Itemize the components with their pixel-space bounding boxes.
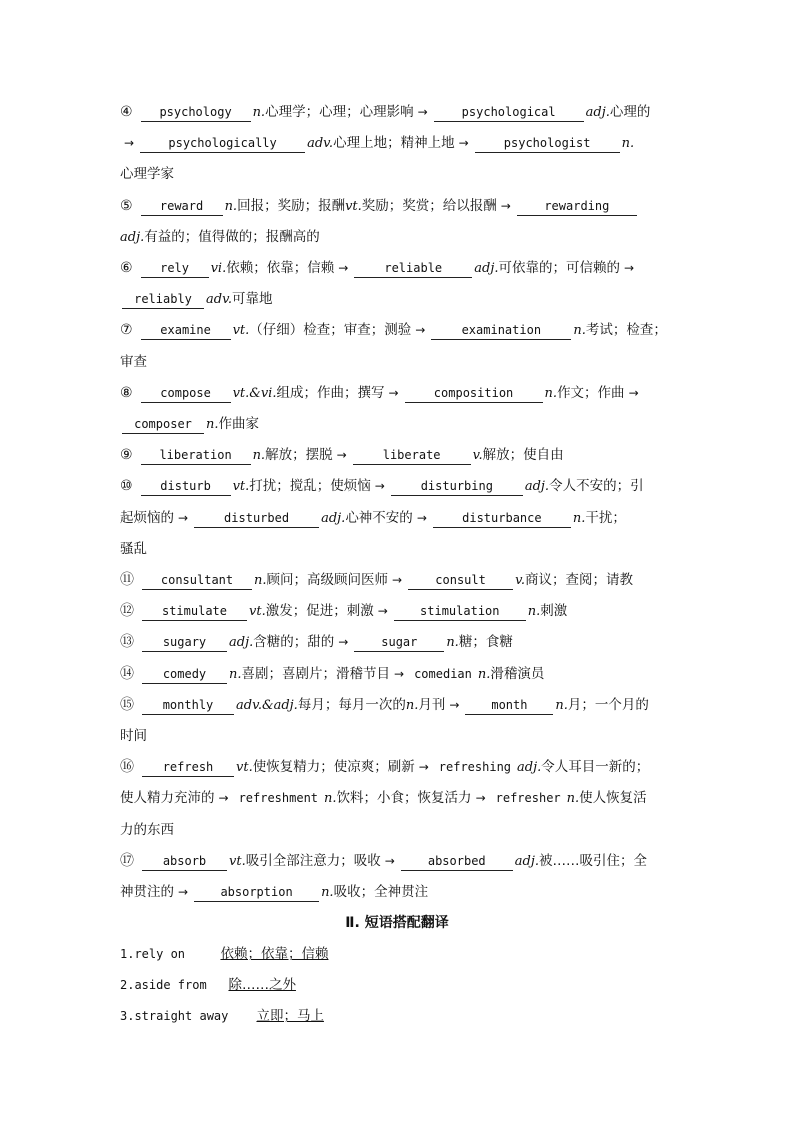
chinese-definition: 饮料；小食；恢复活力 [336,790,472,807]
chinese-definition: 心理的 [609,104,651,120]
part-of-speech: n. [477,666,491,682]
vocab-line [120,191,680,222]
phrase-text: 2.aside from [120,978,207,992]
chinese-definition: 商议；查阅；请教 [525,572,634,588]
answer-blank: disturbance [433,509,571,528]
part-of-speech: n. [206,417,219,432]
answer-blank: stimulation [394,602,526,621]
part-of-speech: vt.&vi. [232,385,277,401]
vocab-line [120,783,680,814]
arrow-icon: → [377,604,388,619]
chinese-definition: 可靠地 [232,291,273,308]
answer-blank: monthly [142,696,234,715]
part-of-speech: n. [544,385,558,401]
answer-blank: rewarding [517,197,637,216]
arrow-icon: → [458,136,469,151]
vocab-line [120,721,680,752]
chinese-definition: 刺激 [540,603,568,620]
answer-blank: composition [405,384,543,403]
vocab-line [120,128,680,159]
answer-blank: compose [141,384,231,403]
chinese-definition: 被……吸引住；全 [539,852,648,869]
answer-blank: disturbing [391,477,523,496]
chinese-definition: 月刊 [418,696,446,713]
vocab-line [120,690,680,721]
item-number: ⑮ [120,696,134,713]
part-of-speech: n. [573,323,586,339]
answer-blank: consultant [142,571,252,590]
answer-blank: psychologically [140,134,305,153]
chinese-definition: 令人耳目一新的； [541,759,650,776]
item-number: ④ [120,104,133,120]
answer-blank: consult [408,571,513,590]
answer-blank: stimulate [142,602,247,621]
word-form: refreshing [438,760,512,775]
answer-blank: examination [431,321,571,340]
chinese-definition: 打扰；搅乱；使烦恼 [249,478,371,495]
arrow-icon: → [178,510,189,525]
chinese-definition: 回报；奖励；报酬 [237,197,346,214]
answer-blank: reliable [354,259,472,278]
item-number: ⑯ [120,759,134,776]
phrase-item [120,1001,680,1032]
vocab-line [120,877,680,908]
chinese-definition: 顾问；高级顾问医师 [266,572,389,588]
part-of-speech: vt. [232,479,250,495]
vocab-line [120,347,680,378]
part-of-speech: n. [446,635,459,651]
answer-blank: psychological [434,103,584,122]
part-of-speech: adj. [120,229,145,245]
answer-blank: disturbed [194,509,319,528]
item-number: ⑤ [120,197,133,214]
item-number: ⑨ [120,447,133,464]
chinese-definition: 心理学；心理；心理影响 [265,104,414,120]
chinese-definition: 作曲家 [218,416,260,432]
chinese-definition: 令人不安的；引 [549,478,644,495]
part-of-speech: vt. [236,760,253,776]
word-form: comedian [414,666,472,681]
chinese-definition: 激发；促进；刺激 [265,603,374,620]
answer-blank: psychology [141,103,251,122]
answer-blank: psychologist [475,134,620,153]
part-of-speech: vi. [210,261,227,276]
vocab-line [120,596,680,627]
chinese-definition: 心理学家 [120,166,174,183]
answer-blank: refresh [142,758,234,777]
arrow-icon: → [124,136,135,151]
part-of-speech: adj. [585,105,610,120]
phrase-item [120,939,680,970]
chinese-definition: 心理上地；精神上地 [333,135,455,152]
part-of-speech: v. [515,573,526,588]
part-of-speech: adj. [321,510,346,526]
vocab-line [120,815,680,846]
chinese-definition: 作文；作曲 [557,384,625,401]
chinese-definition: 解放；摆脱 [265,447,333,464]
vocab-line [120,222,680,253]
arrow-icon: → [394,666,405,681]
vocab-line [120,659,680,690]
chinese-definition: 月；一个月的 [567,696,649,713]
item-number: ⑪ [120,572,134,588]
phrase-answer: 依赖；依靠；信赖 [220,946,329,962]
answer-blank: month [465,696,553,715]
item-number: ⑰ [120,852,134,869]
part-of-speech: n. [254,573,267,588]
arrow-icon: → [178,885,189,899]
chinese-definition: 时间 [120,728,147,744]
vocab-line [120,378,680,409]
chinese-definition: 考试；检查； [585,322,667,339]
vocab-line [120,253,680,284]
chinese-definition: 含糖的；甜的 [253,634,335,651]
arrow-icon: → [218,791,229,806]
chinese-definition: 起烦恼的 [120,509,174,526]
chinese-definition: 吸引全部注意力；吸收 [245,852,381,869]
item-number: ⑩ [120,478,133,495]
answer-blank: reliably [122,290,204,309]
chinese-definition: 干扰； [585,509,626,526]
vocab-line [120,159,680,190]
chinese-definition: 奖励；奖赏；给以报酬 [361,197,497,214]
arrow-icon: → [415,323,426,338]
vocab-line [120,534,680,565]
part-of-speech: adj. [524,479,550,495]
chinese-definition: 力的东西 [120,821,174,838]
arrow-icon: → [624,261,635,275]
arrow-icon: → [388,385,399,400]
chinese-definition: 使人精力充沛的 [120,790,215,807]
answer-blank: composer [122,415,204,434]
answer-blank: reward [141,197,223,216]
arrow-icon: → [392,573,403,587]
arrow-icon: → [628,385,639,400]
arrow-icon: → [475,791,486,806]
chinese-definition: 骚乱 [120,540,147,557]
part-of-speech: adj. [514,853,540,869]
part-of-speech: vt. [232,323,250,339]
chinese-definition: 审查 [120,353,147,370]
part-of-speech: n. [224,198,238,214]
chinese-definition: 使人恢复活 [579,790,647,807]
part-of-speech: n. [527,604,541,620]
answer-blank: sugar [354,633,444,652]
part-of-speech: v. [472,448,483,464]
chinese-definition: （仔细）检查；审查；测验 [249,322,412,339]
chinese-definition: 解放；使自由 [482,447,564,464]
phrase-answer: 除……之外 [228,977,296,993]
chinese-definition: 每月；每月一次的 [297,696,406,713]
part-of-speech: vt. [345,198,362,214]
chinese-definition: 喜剧；喜剧片；滑稽节目 [241,665,391,682]
section-title: Ⅱ. 短语搭配翻译 [345,915,449,931]
arrow-icon: → [374,479,385,494]
vocab-line [120,846,680,877]
part-of-speech: adj. [517,760,542,776]
chinese-definition: 吸收；全神贯注 [333,884,429,900]
arrow-icon: → [384,853,395,868]
answer-blank: absorbed [401,852,513,871]
vocab-line [120,284,680,315]
phrase-text: 3.straight away [120,1009,229,1023]
part-of-speech: vt. [249,604,266,620]
part-of-speech: n. [405,697,419,713]
part-of-speech: n. [572,510,586,526]
phrase-text: 1.rely on [120,947,186,961]
arrow-icon: → [416,510,427,525]
answer-blank: rely [141,259,209,278]
part-of-speech: n. [555,697,568,713]
vocab-line [120,409,680,440]
vocab-line [120,97,680,128]
answer-blank: disturb [141,477,231,496]
part-of-speech: adv.&adj. [236,697,298,713]
vocab-line [120,440,680,471]
part-of-speech: adj. [229,635,254,651]
chinese-definition: 糖；食糖 [458,634,513,651]
arrow-icon: → [418,760,429,775]
arrow-icon: → [417,105,428,119]
phrase-item [120,970,680,1001]
item-number: ⑭ [120,665,134,682]
part-of-speech: adv. [206,292,233,308]
answer-blank: examine [141,321,231,340]
part-of-speech: adj. [474,261,499,276]
arrow-icon: → [338,635,349,650]
arrow-icon: → [336,448,347,463]
item-number: ⑥ [120,260,133,276]
part-of-speech: n. [252,448,266,464]
part-of-speech: vt. [229,853,246,869]
arrow-icon: → [338,261,349,275]
chinese-definition: 心神不安的 [345,509,413,526]
part-of-speech: n. [621,136,635,152]
phrase-answer: 立即；马上 [256,1008,324,1024]
word-form: refresher [495,791,561,806]
part-of-speech: n. [252,105,266,120]
item-number: ⑧ [120,384,133,401]
answer-blank: absorb [142,852,227,871]
arrow-icon: → [500,198,511,213]
chinese-definition: 可依靠的；可信赖的 [498,260,621,276]
chinese-definition: 神贯注的 [120,884,174,900]
item-number: ⑦ [120,322,133,339]
chinese-definition: 使恢复精力；使凉爽；刷新 [252,759,415,776]
vocab-line [120,565,680,596]
part-of-speech: n. [321,885,334,900]
vocab-line [120,627,680,658]
chinese-definition: 依赖；依靠；信赖 [226,260,335,276]
answer-blank: liberate [353,446,471,465]
chinese-definition: 有益的；值得做的；报酬高的 [144,228,320,245]
answer-blank: comedy [142,665,227,684]
chinese-definition: 滑稽演员 [490,665,545,682]
arrow-icon: → [449,697,460,712]
item-number: ⑬ [120,634,134,651]
part-of-speech: adv. [307,136,334,152]
vocab-line [120,752,680,783]
vocab-line [120,315,680,346]
answer-blank: sugary [142,633,227,652]
part-of-speech: n. [566,791,580,807]
vocab-line [120,503,680,534]
chinese-definition: 组成；作曲；撰写 [276,384,385,401]
answer-blank: absorption [194,883,319,902]
part-of-speech: n. [324,791,337,807]
item-number: ⑫ [120,603,134,620]
answer-blank: liberation [141,446,251,465]
vocab-line [120,471,680,502]
part-of-speech: n. [229,666,242,682]
word-form: refreshment [238,791,319,806]
